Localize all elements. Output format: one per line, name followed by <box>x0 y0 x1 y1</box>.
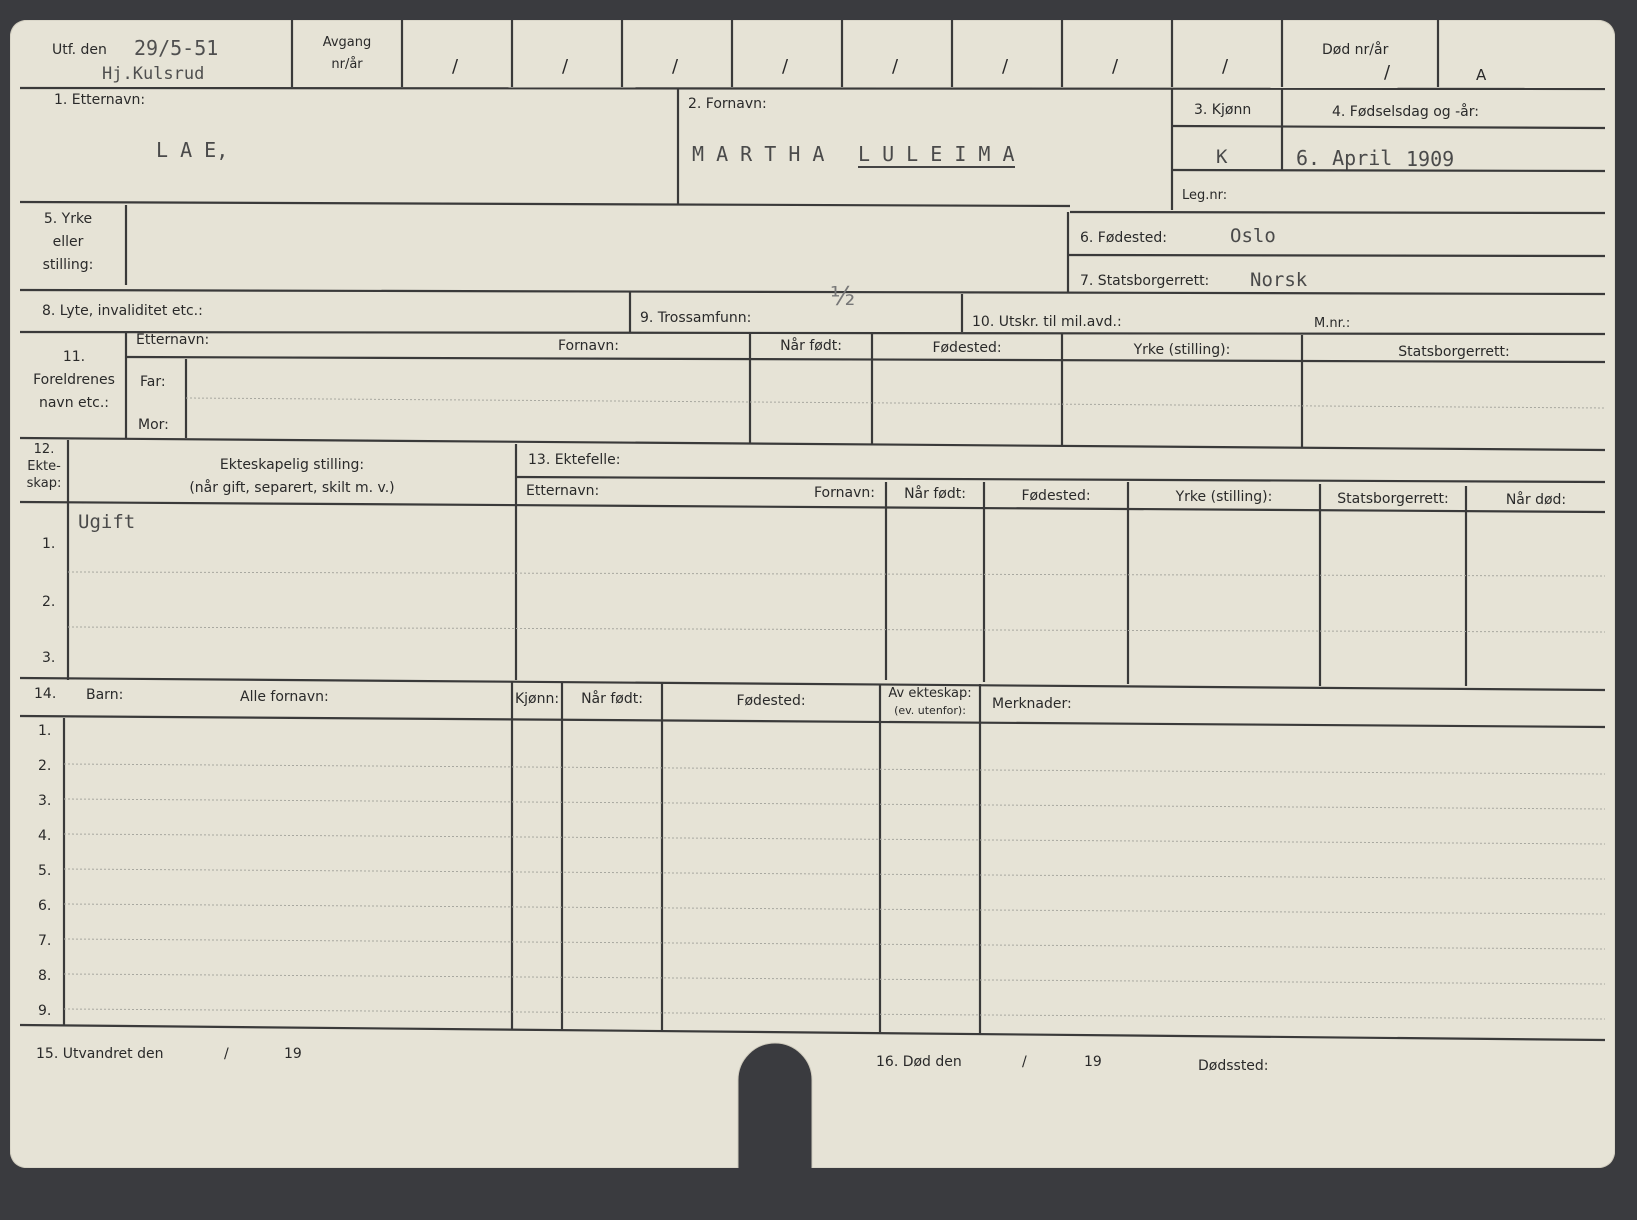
spouse-etternavn-header: Etternavn: <box>526 483 600 499</box>
children-row-number: 4. <box>38 828 52 844</box>
kjonn-value: K <box>1216 146 1228 168</box>
lyte-label: 8. Lyte, invaliditet etc.: <box>42 303 203 319</box>
avgang-slash: / <box>1002 56 1009 77</box>
children-row-number: 8. <box>38 968 52 984</box>
utf-den-value: 29/5-51 <box>134 36 219 60</box>
kjonn-label: 3. Kjønn <box>1194 102 1252 118</box>
fodested-value: Oslo <box>1230 225 1276 247</box>
utvandret-year: 19 <box>284 1046 302 1062</box>
parents-section-label: 11. Foreldrenes navn etc.: <box>33 349 115 411</box>
children-section-label: 14. <box>34 686 57 702</box>
avgang-slash: / <box>892 56 899 77</box>
marital-status-label: Ekteskapelig stilling: (når gift, separert, skilt m. v.) <box>189 457 395 496</box>
children-barn-label: Barn: <box>86 687 124 703</box>
card-outline <box>10 20 1615 1168</box>
signature: Hj.Kulsrud <box>102 64 205 84</box>
avgang-slash: / <box>1222 56 1229 77</box>
fodselsdag-label: 4. Fødselsdag og -år: <box>1332 104 1479 120</box>
spouse-fornavn-header: Fornavn: <box>814 485 875 501</box>
fornavn-label: 2. Fornavn: <box>688 96 767 112</box>
dod-nr-label: Død nr/år <box>1322 42 1389 58</box>
utskr-label: 10. Utskr. til mil.avd.: <box>972 314 1122 330</box>
children-row-number: 6. <box>38 898 52 914</box>
spouse-fodested-header: Fødested: <box>1021 488 1091 504</box>
card-lines <box>10 20 1615 1168</box>
parents-nar-fodt-header: Når født: <box>780 338 842 354</box>
fodested-label: 6. Fødested: <box>1080 230 1167 246</box>
etternavn-value: L A E, <box>156 138 229 162</box>
children-utenfor-header: (ev. utenfor): <box>894 704 966 717</box>
marriage-row-number-1: 1. <box>42 536 56 552</box>
marriage-row-number-2: 2. <box>42 594 56 610</box>
fodselsdag-value: 6. April <box>1296 146 1393 170</box>
legnr-label: Leg.nr: <box>1182 188 1228 203</box>
dodssted-label: Dødssted: <box>1198 1058 1269 1074</box>
children-fodested-header: Fødested: <box>736 693 806 709</box>
spouse-label: 13. Ektefelle: <box>528 452 621 468</box>
parents-far-label: Far: <box>140 374 166 390</box>
trossamfunn-label: 9. Trossamfunn: <box>640 310 752 326</box>
registration-card <box>10 20 1615 1168</box>
yrke-label: 5. Yrke eller stilling: <box>42 211 94 273</box>
parents-yrke-header: Yrke (stilling): <box>1133 342 1231 358</box>
dod-slash: / <box>1384 62 1391 83</box>
statsborgerrett-label: 7. Statsborgerrett: <box>1080 273 1210 289</box>
parents-fornavn-header: Fornavn: <box>558 338 619 354</box>
avgang-slash: / <box>452 56 459 77</box>
marriage-row-number-3: 3. <box>42 650 56 666</box>
dod-den-label: 16. Død den <box>876 1054 962 1070</box>
corner-letter: A <box>1476 66 1487 84</box>
parents-fodested-header: Fødested: <box>932 340 1002 356</box>
avgang-slash: / <box>1112 56 1119 77</box>
spouse-nar-fodt-header: Når født: <box>904 486 966 502</box>
children-row-number: 2. <box>38 758 52 774</box>
children-row-number: 3. <box>38 793 52 809</box>
marital-status-value: Ugift <box>78 511 136 533</box>
fodselsar-value: 1909 <box>1406 147 1455 171</box>
spouse-statsborgerrett-header: Statsborgerrett: <box>1337 491 1449 507</box>
fornavn-value-first: M A R T H A <box>692 142 825 166</box>
utf-den-label: Utf. den <box>52 42 107 58</box>
avgang-slash: / <box>672 56 679 77</box>
dod-den-year: 19 <box>1084 1054 1102 1070</box>
utvandret-slash: / <box>224 1046 229 1062</box>
children-row-number: 1. <box>38 723 52 739</box>
children-kjonn-header: Kjønn: <box>514 691 560 707</box>
dod-den-slash: / <box>1022 1054 1027 1070</box>
parents-mor-label: Mor: <box>138 417 169 433</box>
avgang-slash: / <box>562 56 569 77</box>
mnr-label: M.nr.: <box>1314 316 1351 331</box>
children-row-number: 9. <box>38 1003 52 1019</box>
trossamfunn-mark: ½ <box>830 282 856 312</box>
children-row-number: 7. <box>38 933 52 949</box>
children-nar-fodt-header: Når født: <box>581 691 643 707</box>
children-row-number: 5. <box>38 863 52 879</box>
spouse-yrke-header: Yrke (stilling): <box>1175 489 1273 505</box>
avgang-label: Avgang nr/år <box>322 35 372 72</box>
utvandret-label: 15. Utvandret den <box>36 1046 164 1062</box>
etternavn-label: 1. Etternavn: <box>54 92 146 108</box>
avgang-slash: / <box>782 56 789 77</box>
children-merknader-header: Merknader: <box>992 696 1072 712</box>
spouse-nar-dod-header: Når død: <box>1505 492 1567 508</box>
parents-statsborgerrett-header: Statsborgerrett: <box>1398 344 1510 360</box>
parents-etternavn-header: Etternavn: <box>136 332 210 348</box>
statsborgerrett-value: Norsk <box>1250 269 1308 291</box>
children-av-ekteskap-header: Av ekteskap: <box>888 686 972 701</box>
fornavn-value-second: L U L E I M A <box>858 142 1015 166</box>
marriage-section-label: 12. Ekte- skap: <box>26 442 62 491</box>
children-fornavn-header: Alle fornavn: <box>240 689 329 705</box>
